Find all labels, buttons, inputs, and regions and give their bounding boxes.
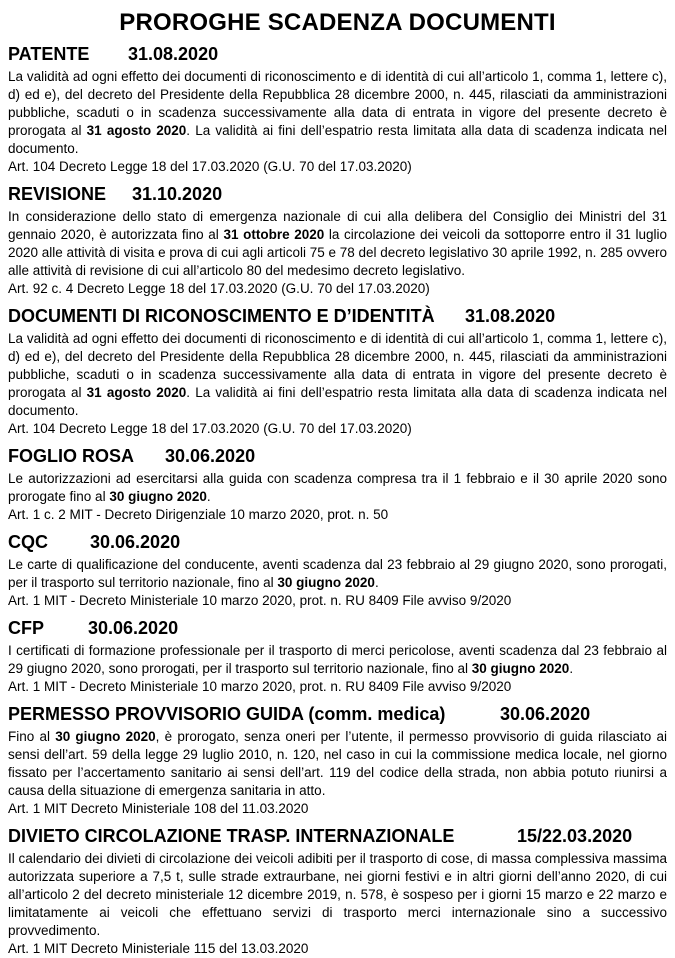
body-text-post: . bbox=[569, 661, 574, 676]
section-heading bbox=[8, 532, 667, 552]
section-date: 30.06.2020 bbox=[500, 704, 591, 724]
source-line: Art. 104 Decreto Legge 18 del 17.03.2020 (G.U. 70 del 17.03.2020) bbox=[8, 159, 412, 174]
source-line: Art. 1 MIT - Decreto Ministeriale 10 marzo 2020, prot. n. RU 8409 File avviso 9/2020 bbox=[8, 593, 512, 608]
body-text-pre: In considerazione dello stato di emergenza nazionale di cui alla delibera del Consiglio dei Ministri del 31 gennaio 2020, è autorizzata fino al bbox=[8, 209, 667, 242]
body-bold-date: 30 giugno 2020 bbox=[277, 575, 375, 590]
section-title: DOCUMENTI DI RICONOSCIMENTO E D’IDENTITÀ bbox=[8, 306, 435, 326]
section-body bbox=[8, 208, 667, 280]
body-text-post: . bbox=[374, 575, 379, 590]
source-line: Art. 1 c. 2 MIT - Decreto Dirigenziale 10 marzo 2020, prot. n. 50 bbox=[8, 507, 389, 522]
section-date: 30.06.2020 bbox=[165, 446, 256, 466]
body-bold-date: 31 agosto 2020 bbox=[86, 123, 187, 138]
section-body bbox=[8, 470, 667, 506]
section-date: 31.08.2020 bbox=[128, 44, 219, 64]
section-title: DIVIETO CIRCOLAZIONE TRASP. INTERNAZIONALE bbox=[8, 826, 455, 846]
body-bold-date: 30 giugno 2020 bbox=[109, 489, 207, 504]
body-text-pre: I certificati di formazione professionale per il trasporto di merci pericolose, aventi scadenza dal 23 febbraio al 29 giugno 2020, sono prorogati, per il trasporto sul territorio nazionale, fino al bbox=[8, 643, 667, 676]
section-body bbox=[8, 728, 667, 800]
section-body bbox=[8, 556, 667, 592]
section-body bbox=[8, 850, 667, 940]
section-date: 31.08.2020 bbox=[465, 306, 556, 326]
section-cfp bbox=[8, 618, 667, 696]
section-heading bbox=[8, 44, 667, 64]
source-line: Art. 1 MIT - Decreto Ministeriale 10 marzo 2020, prot. n. RU 8409 File avviso 9/2020 bbox=[8, 679, 512, 694]
section-title: PERMESSO PROVVISORIO GUIDA (comm. medica) bbox=[8, 704, 446, 724]
section-title: CQC bbox=[8, 532, 48, 552]
section-permesso-provvisorio bbox=[8, 704, 667, 818]
section-heading bbox=[8, 446, 667, 466]
body-text-pre: La validità ad ogni effetto dei documenti di riconoscimento e di identità di cui all’articolo 1, comma 1, lettere c), d) ed e), del decreto del Presidente della Repubblica 28 dicembre 2000, n. 445, rilasciati da amministrazioni pubbliche, scaduti o in scadenza successivamente alla data di entrata in vigore del presente decreto è prorogata al bbox=[8, 331, 667, 400]
body-bold-date: 31 ottobre 2020 bbox=[223, 227, 325, 242]
section-title: PATENTE bbox=[8, 44, 90, 64]
section-heading bbox=[8, 306, 667, 326]
document-title: PROROGHE SCADENZA DOCUMENTI bbox=[119, 9, 556, 36]
section-date: 31.10.2020 bbox=[132, 184, 223, 204]
body-text-post: . La validità ai fini dell’espatrio resta limitata alla data di scadenza indicata nel documento. bbox=[8, 385, 667, 418]
section-cqc bbox=[8, 532, 667, 610]
body-text-post: la circolazione dei veicoli da sottoporre entro il 31 luglio 2020 alle attività di visita e prova di cui agli articoli 75 e 78 del decreto legislativo 30 aprile 1992, n. 285 ovvero alle attività di revisione di cui all’articolo 80 del medesimo decreto legislativo. bbox=[8, 227, 668, 278]
section-heading bbox=[8, 826, 667, 846]
source-line: Art. 92 c. 4 Decreto Legge 18 del 17.03.2020 (G.U. 70 del 17.03.2020) bbox=[8, 281, 430, 296]
section-heading bbox=[8, 618, 667, 638]
source-line: Art. 104 Decreto Legge 18 del 17.03.2020 (G.U. 70 del 17.03.2020) bbox=[8, 421, 412, 436]
body-bold-date: 30 giugno 2020 bbox=[55, 729, 156, 744]
section-foglio-rosa bbox=[8, 446, 667, 524]
body-text-pre: La validità ad ogni effetto dei documenti di riconoscimento e di identità di cui all’articolo 1, comma 1, lettere c), d) ed e), del decreto del Presidente della Repubblica 28 dicembre 2000, n. 445, rilasciati da amministrazioni pubbliche, scaduti o in scadenza successivamente alla data di entrata in vigore del presente decreto è prorogata al bbox=[8, 69, 667, 138]
section-date: 30.06.2020 bbox=[90, 532, 181, 552]
source-line: Art. 1 MIT Decreto Ministeriale 115 del 13.03.2020 bbox=[8, 941, 309, 956]
section-heading bbox=[8, 184, 667, 204]
body-bold-date: 31 agosto 2020 bbox=[86, 385, 187, 400]
body-text-post: . La validità ai fini dell’espatrio resta limitata alla data di scadenza indicata nel documento. bbox=[8, 123, 667, 156]
section-title: REVISIONE bbox=[8, 184, 107, 204]
section-date: 15/22.03.2020 bbox=[517, 826, 633, 846]
section-divieto-circolazione bbox=[8, 826, 667, 958]
section-title: CFP bbox=[8, 618, 44, 638]
body-text-post: , è prorogato, senza oneri per l’utente, il permesso provvisorio di guida rilasciato ai sensi dell’art. 59 della legge 29 luglio 2010, n. 120, nel caso in cui la commissione medica locale, nel giorno fissato per l’accertamento sanitario ai sensi dell’art. 119 del codice della strada, non abbia potuto riunirsi a causa della situazione di emergenza sanitaria in atto. bbox=[8, 729, 667, 798]
section-heading bbox=[8, 704, 667, 724]
body-text-pre: Fino al bbox=[8, 729, 56, 744]
body-text-pre: Le carte di qualificazione del conducente, aventi scadenza dal 23 febbraio al 29 giugno 2020, sono prorogati, per il trasporto sul territorio nazionale, fino al bbox=[8, 557, 667, 590]
body-text-pre: Il calendario dei divieti di circolazione dei veicoli adibiti per il trasporto di cose, di massa complessiva massima autorizzata superiore a 7,5 t, sulle strade extraurbane, nei giorni festivi e in altri giorni dell’anno 2020, di cui all’articolo 2 del decreto ministeriale 12 dicembre 2019, n. 578, è sospeso per i giorni 15 marzo e 22 marzo e limitatamente ai veicoli che effettuano servizi di trasporto merci internazionale sino a successivo provvedimento. bbox=[8, 851, 667, 938]
section-title: FOGLIO ROSA bbox=[8, 446, 134, 466]
body-text-post: . bbox=[206, 489, 211, 504]
section-revisione bbox=[8, 184, 667, 298]
section-documenti-identita bbox=[8, 306, 667, 438]
body-text-pre: Le autorizzazioni ad esercitarsi alla guida con scadenza compresa tra il 1 febbraio e il 30 aprile 2020 sono prorogate fino al bbox=[8, 471, 667, 504]
section-date: 30.06.2020 bbox=[88, 618, 179, 638]
section-body bbox=[8, 68, 667, 158]
section-patente bbox=[8, 44, 667, 176]
source-line: Art. 1 MIT Decreto Ministeriale 108 del 11.03.2020 bbox=[8, 801, 309, 816]
section-body bbox=[8, 330, 667, 420]
body-bold-date: 30 giugno 2020 bbox=[471, 661, 570, 676]
section-body bbox=[8, 642, 667, 678]
